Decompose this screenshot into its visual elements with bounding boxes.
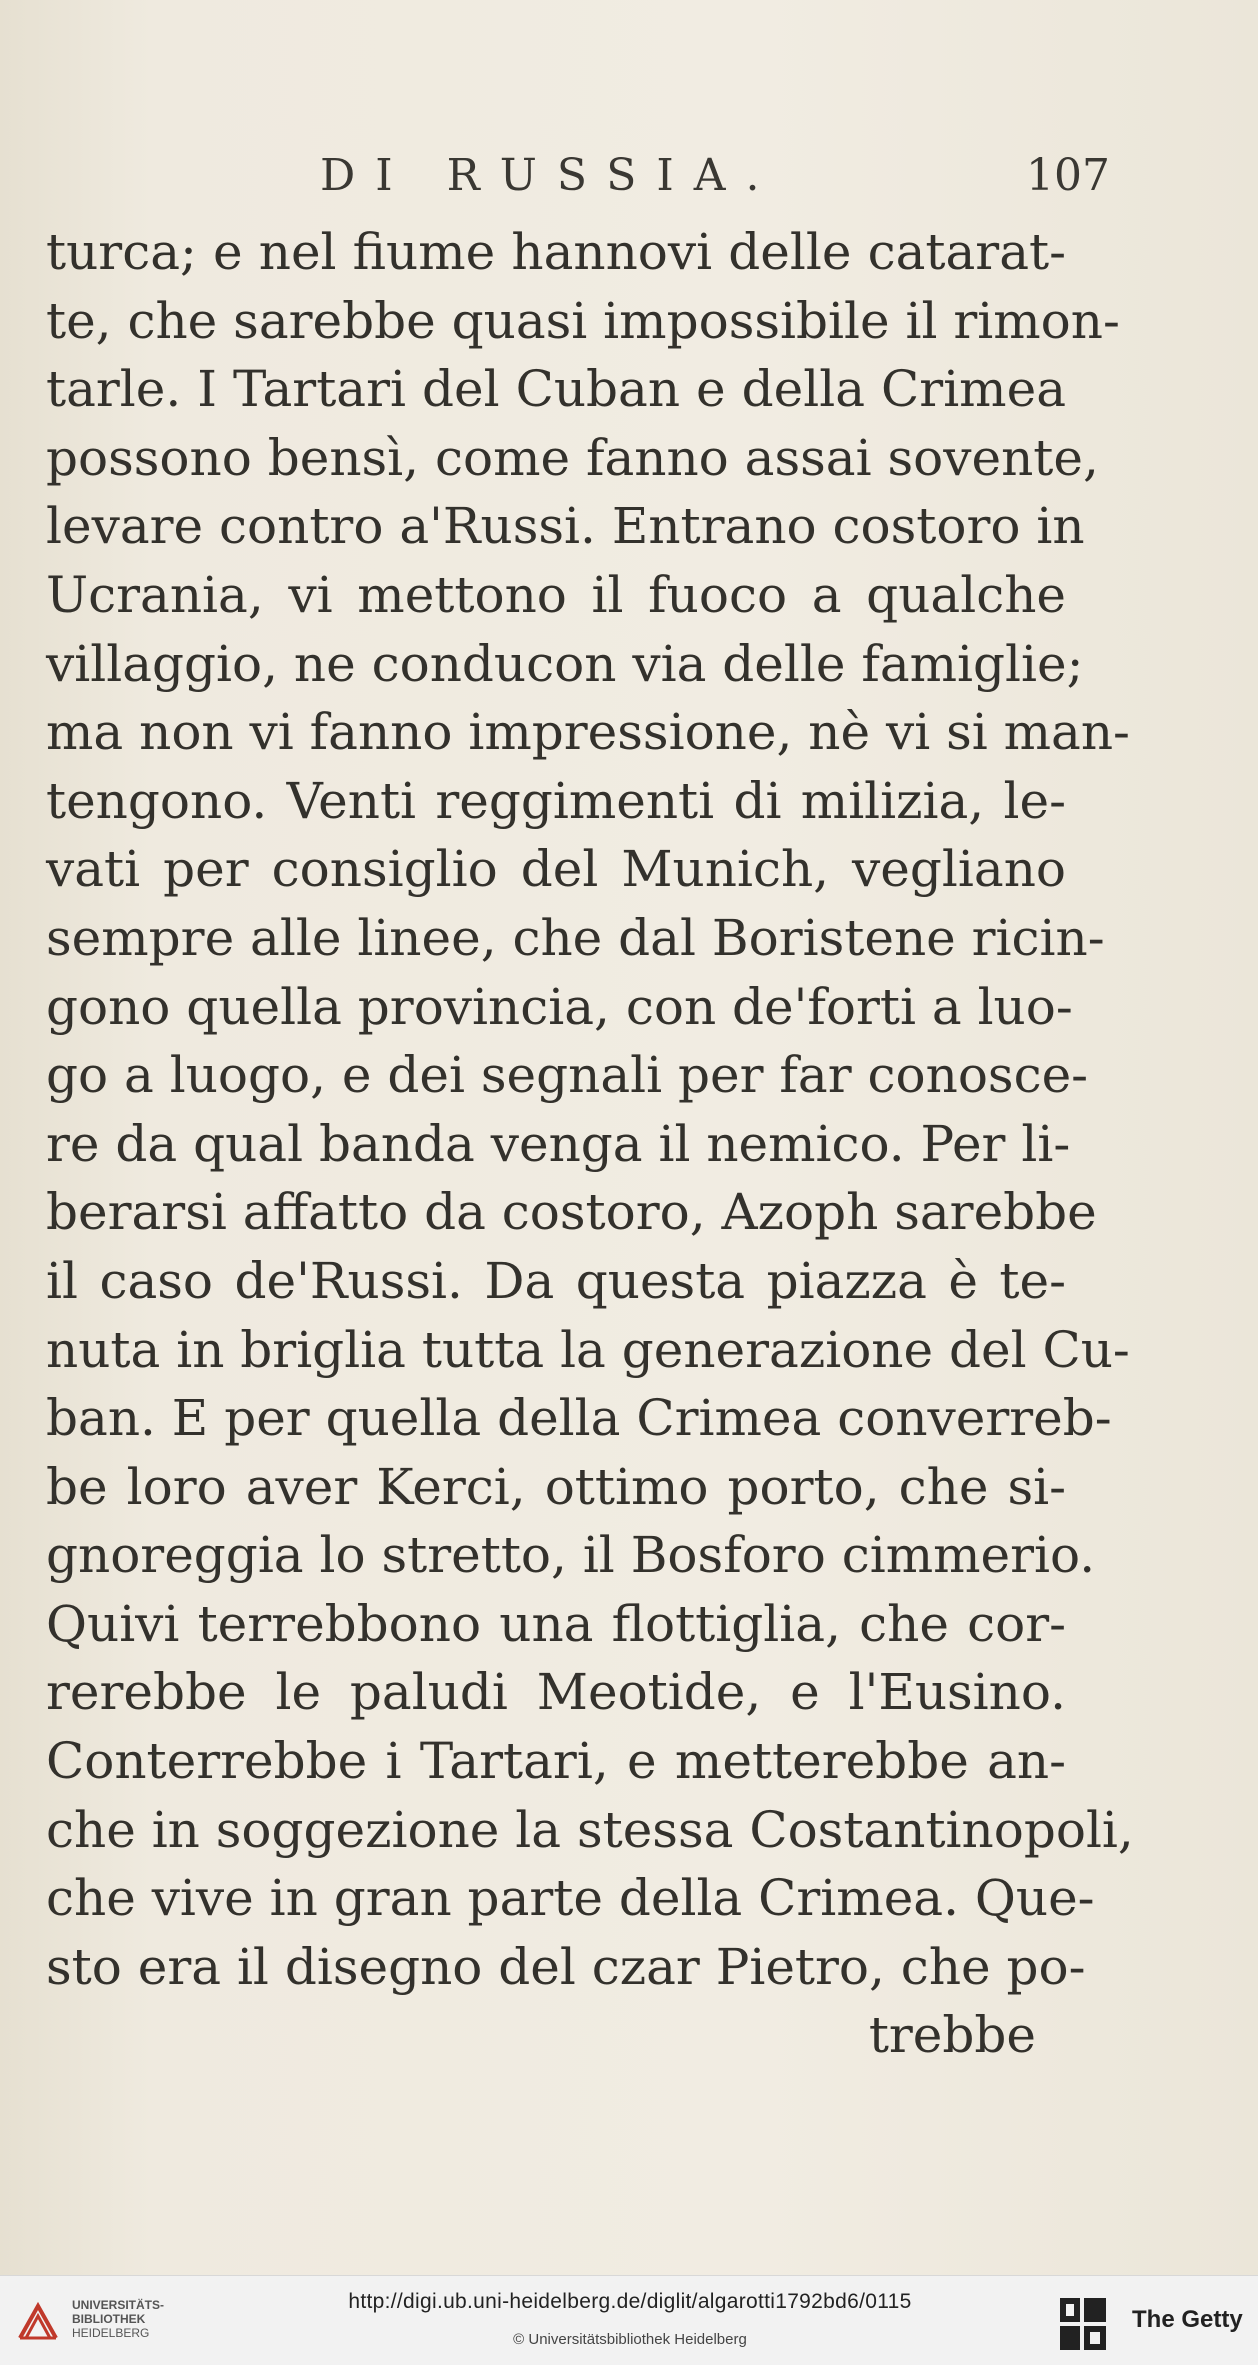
text-line: be loro aver Kerci, ottimo porto, che si-	[46, 1457, 1066, 1516]
text-line: vati per consiglio del Munich, vegliano	[46, 840, 1066, 899]
university-logo-icon	[14, 2298, 62, 2346]
text-line: nuta in briglia tutta la generazione del Cu-	[46, 1320, 1130, 1379]
text-line: ma non vi fanno impressione, nè vi si man-	[46, 703, 1130, 762]
text-line: sto era il disegno del czar Pietro, che po-	[46, 1937, 1086, 1996]
text-line: turca; e nel fiume hannovi delle catarat-	[46, 223, 1066, 281]
text-line: Quivi terrebbono una flottiglia, che cor-	[46, 1594, 1066, 1653]
getty-logo-icon	[1058, 2296, 1108, 2352]
institution-name: UNIVERSITÄTS- BIBLIOTHEK HEIDELBERG	[72, 2298, 165, 2340]
text-line: Ucrania, vi mettono il fuoco a qualche	[46, 565, 1066, 624]
text-line: ban. E per quella della Crimea converreb-	[46, 1389, 1112, 1448]
page-number: 107	[1026, 150, 1110, 201]
catchword: trebbe	[868, 2006, 1036, 2065]
text-line: il caso de'Russi. Da questa piazza è te-	[46, 1251, 1066, 1310]
text-line: gono quella provincia, con de'forti a luo-	[46, 977, 1073, 1036]
partner-name: The Getty	[1132, 2306, 1243, 2333]
text-line: re da qual banda venga il nemico. Per li-	[46, 1114, 1071, 1173]
text-line: gnoreggia lo stretto, il Bosforo cimmerio.	[46, 1526, 1096, 1585]
text-line: te, che sarebbe quasi impossibile il rimon-	[46, 291, 1120, 350]
text-line: sempre alle linee, che dal Boristene ricin-	[46, 908, 1105, 967]
text-line: tengono. Venti reggimenti di milizia, le-	[46, 771, 1066, 830]
text-line: villaggio, ne conducon via delle famiglie;	[46, 634, 1084, 693]
running-head: DI RUSSIA.	[320, 150, 780, 201]
text-line: rerebbe le paludi Meotide, e l'Eusino.	[46, 1663, 1066, 1722]
text-line: tarle. I Tartari del Cuban e della Crimea	[46, 360, 1066, 419]
text-line: che in soggezione la stessa Costantinopoli,	[46, 1800, 1134, 1859]
text-line: berarsi affatto da costoro, Azoph sarebbe	[46, 1183, 1097, 1242]
body-text	[46, 218, 1134, 2070]
page-header	[320, 150, 1110, 210]
text-line: levare contro a'Russi. Entrano costoro in	[46, 497, 1085, 556]
text-line: go a luogo, e dei segnali per far conosce-	[46, 1046, 1089, 1105]
footer-bar	[0, 2275, 1258, 2365]
text-line: Conterrebbe i Tartari, e metterebbe an-	[46, 1732, 1066, 1791]
text-line: possono bensì, come fanno assai sovente,	[46, 428, 1099, 487]
text-line: che vive in gran parte della Crimea. Que-	[46, 1869, 1095, 1928]
copyright-notice: © Universitätsbibliothek Heidelberg	[513, 2331, 747, 2348]
permalink-url[interactable]: http://digi.ub.uni-heidelberg.de/diglit/algarotti1792bd6/0115	[348, 2290, 912, 2313]
